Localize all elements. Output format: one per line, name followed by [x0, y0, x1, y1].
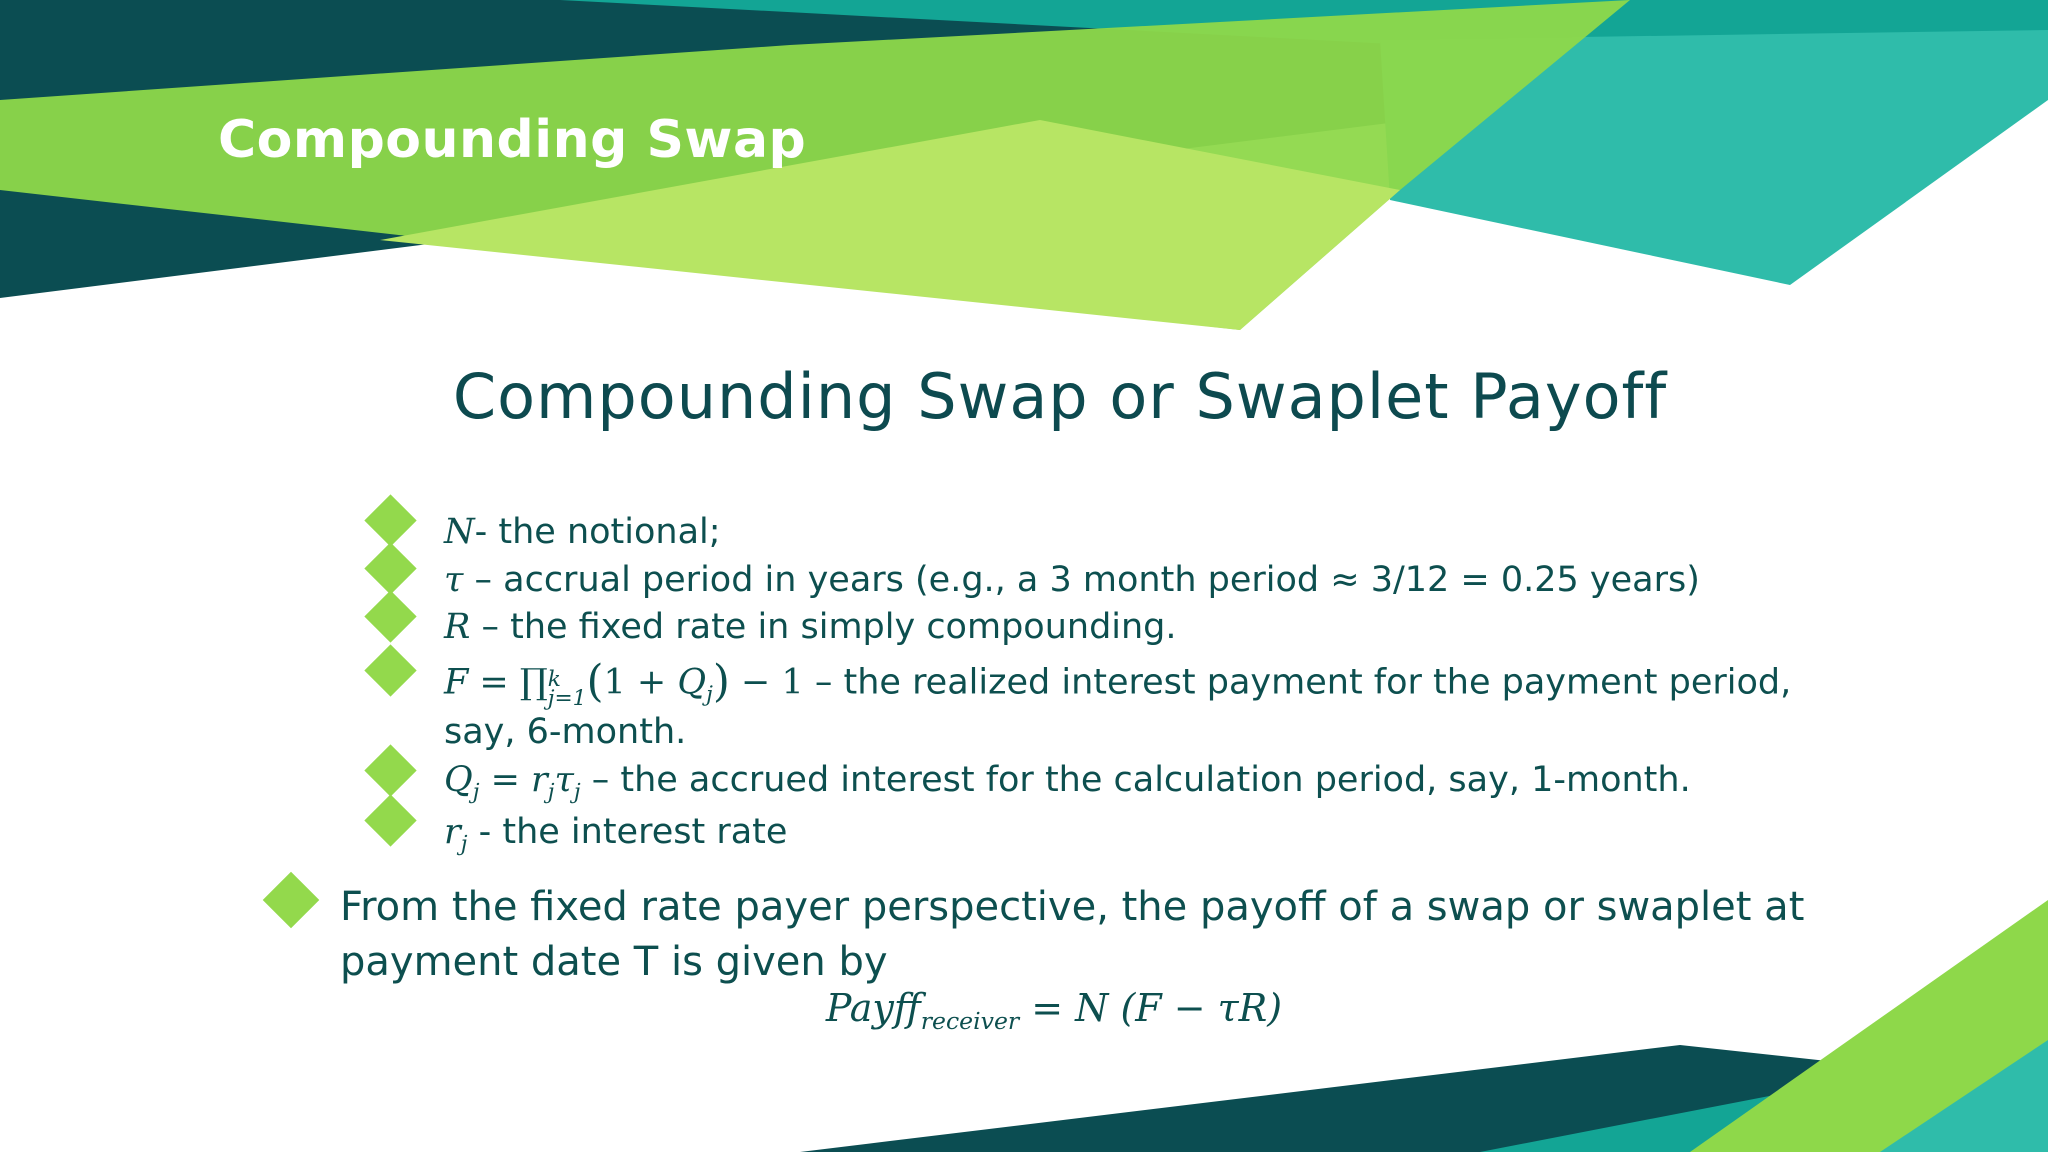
bullet-interest-rate: $r_j$ - the interest rate [444, 812, 788, 857]
bullet-notional: N- the notional; [444, 512, 721, 552]
bullet-accrual-period: τ – accrual period in years (e.g., a 3 month period ≈ 3/12 = 0.25 years) [444, 560, 1700, 600]
slide-title: Compounding Swap or Swaplet Payoff [452, 360, 1668, 433]
payoff-formula: Payff$_{receiver}$ = N (F − τR) [825, 986, 1283, 1036]
bullet-realized-interest: F = ∏k $j=1(1 + Q_j) - 1$ – the realized interest payment for the payment period, [444, 656, 1792, 712]
bullet-realized-interest-continuation: say, 6-month. [444, 712, 687, 752]
bullet-fixed-rate: R – the fixed rate in simply compounding. [444, 607, 1177, 647]
header-title: Compounding Swap [218, 110, 807, 170]
bullet-accrued-interest: $Q_j = r_j\tau_j$ – the accrued interest for the calculation period, say, 1-month. [444, 760, 1691, 805]
main-bullet-text: From the fixed rate payer perspective, the payoff of a swap or swaplet at payment date T is given by [340, 884, 1805, 985]
